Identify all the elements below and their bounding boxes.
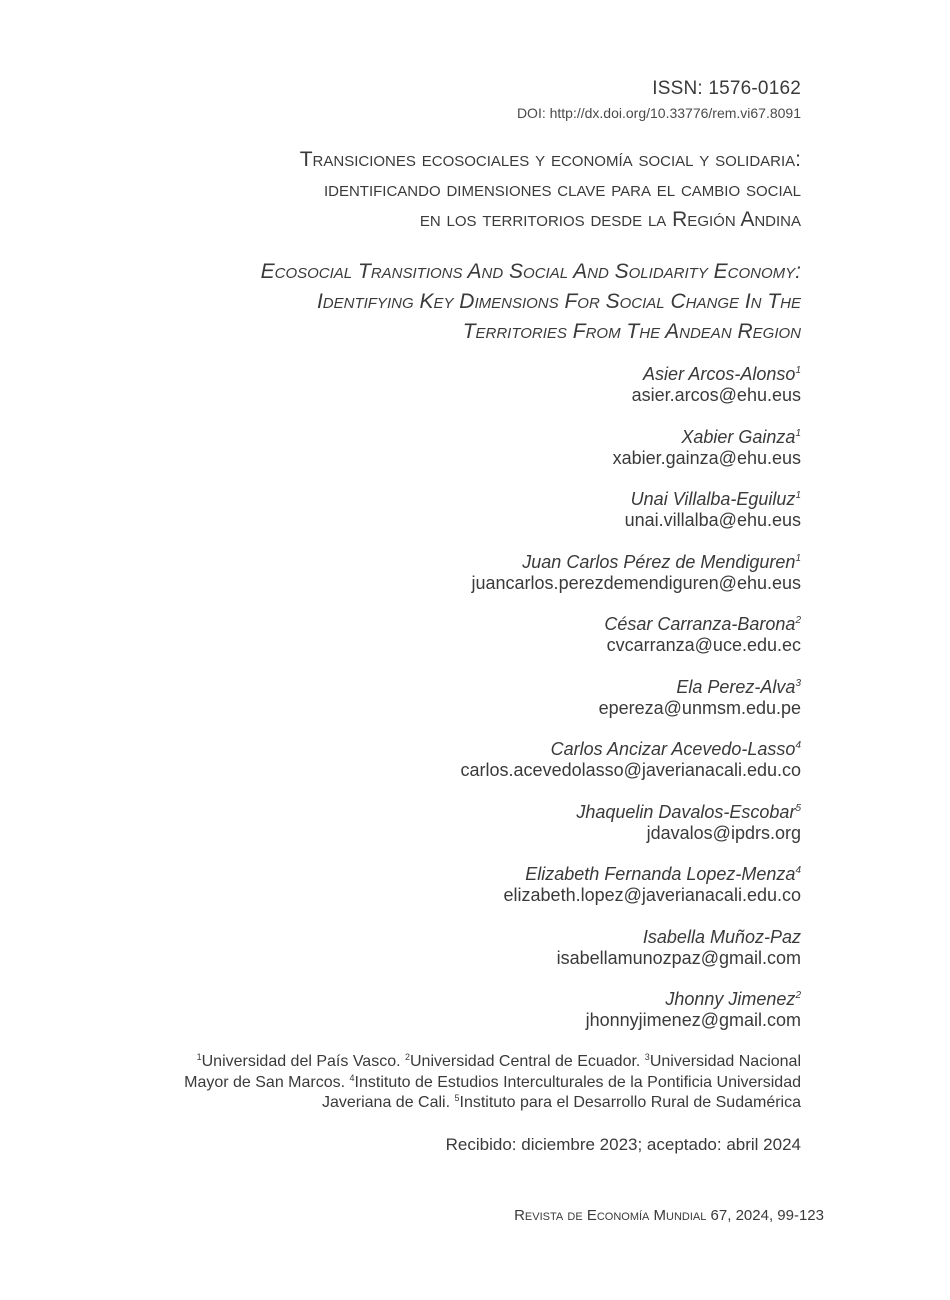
- author-block: [150, 989, 801, 1052]
- author-name-text: Unai Villalba-Eguiluz: [630, 489, 796, 509]
- author-name: [150, 802, 801, 823]
- affiliation-text: Universidad Central de Ecuador.: [410, 1053, 645, 1070]
- affiliation-marker: 1: [795, 427, 801, 439]
- author-email[interactable]: unai.villalba@ehu.eus: [624, 510, 801, 530]
- title-es-line: en los territorios desde la Región Andina: [419, 208, 801, 231]
- affiliations: [150, 1052, 801, 1114]
- affiliation-marker: 2: [795, 990, 801, 1001]
- author-name-text: Xabier Gainza: [681, 426, 796, 447]
- author-email[interactable]: juancarlos.perezdemendiguren@ehu.eus: [471, 572, 801, 593]
- author-name-text: Carlos Ancizar Acevedo-Lasso: [550, 739, 796, 759]
- affiliation-marker: 1: [795, 365, 801, 376]
- author-email[interactable]: elizabeth.lopez@javerianacali.edu.co: [503, 885, 801, 905]
- affiliation-text: Universidad del País Vasco.: [201, 1053, 405, 1070]
- author-name-text: Isabella Muñoz-Paz: [642, 926, 801, 947]
- journal-citation: 67, 2024, 99-123: [706, 1207, 824, 1224]
- author-name: [150, 864, 801, 885]
- affiliation-marker: 1: [795, 490, 801, 501]
- affiliation-text: Instituto de Estudios Interculturales de la Pontificia Universidad Javeriana de Cali.: [321, 1073, 801, 1111]
- affiliation-marker: 5: [795, 802, 801, 814]
- issn: ISSN: 1576-0162: [652, 78, 801, 99]
- author-block: [150, 364, 801, 427]
- author-email[interactable]: jdavalos@ipdrs.org: [646, 822, 801, 843]
- affiliation-number: 1: [196, 1052, 202, 1062]
- title-en-line: Ecosocial Transitions And Social And Solidarity Economy:: [260, 260, 801, 283]
- affiliation-marker: 4: [795, 740, 801, 751]
- affiliation-marker: 1: [795, 552, 801, 564]
- title-en-line: Identifying Key Dimensions For Social Change In The: [316, 290, 801, 313]
- title-en-line: Territories From The Andean Region: [462, 320, 801, 343]
- affiliation-number: 4: [349, 1072, 355, 1083]
- doi-link[interactable]: DOI: http://dx.doi.org/10.33776/rem.vi67.8091: [516, 105, 801, 121]
- author-email[interactable]: cvcarranza@uce.edu.ec: [606, 635, 801, 655]
- author-block: [150, 614, 801, 677]
- author-name-text: Ela Perez-Alva: [676, 676, 796, 697]
- author-email[interactable]: jhonnyjimenez@gmail.com: [585, 1010, 801, 1030]
- author-block: [150, 739, 801, 802]
- author-email[interactable]: xabier.gainza@ehu.eus: [612, 447, 801, 468]
- author-name: [150, 677, 801, 698]
- author-name: [150, 489, 801, 510]
- author-block: [150, 802, 801, 865]
- author-block: [150, 552, 801, 615]
- author-block: [150, 489, 801, 552]
- affiliation-marker: 2: [795, 615, 801, 626]
- title-spanish: [150, 145, 801, 235]
- author-name: [150, 364, 801, 385]
- title-english: [150, 257, 801, 347]
- author-name-text: César Carranza-Barona: [604, 614, 796, 634]
- author-name: [150, 552, 801, 573]
- author-name: [150, 739, 801, 760]
- affiliation-text: Instituto para el Desarrollo Rural de Sudamérica: [459, 1094, 801, 1111]
- author-list: [150, 364, 801, 1052]
- title-es-line: identificando dimensiones clave para el cambio social: [323, 178, 801, 201]
- affiliation-text: Universidad Nacional Mayor de San Marcos.: [184, 1053, 801, 1091]
- author-block: [150, 864, 801, 927]
- received-accepted-dates: Recibido: diciembre 2023; aceptado: abril 2024: [445, 1135, 801, 1154]
- author-name-text: Juan Carlos Pérez de Mendiguren: [522, 551, 796, 572]
- affiliation-number: 3: [644, 1052, 650, 1062]
- author-name: [150, 427, 801, 448]
- affiliation-marker: 3: [795, 677, 801, 689]
- author-block: [150, 427, 801, 490]
- affiliation-number: 2: [404, 1052, 410, 1062]
- author-name: [150, 989, 801, 1010]
- author-name-text: Jhonny Jimenez: [665, 989, 796, 1009]
- author-name-text: Asier Arcos-Alonso: [643, 364, 796, 384]
- author-block: [150, 677, 801, 740]
- title-es-line: Transiciones ecosociales y economía social y solidaria:: [299, 148, 801, 171]
- author-block: [150, 927, 801, 990]
- page-footer: [400, 1206, 824, 1226]
- author-email[interactable]: isabellamunozpaz@gmail.com: [556, 947, 801, 968]
- affiliation-number: 5: [454, 1093, 460, 1103]
- affiliation-marker: 4: [795, 865, 801, 876]
- author-name: [150, 614, 801, 635]
- author-email[interactable]: epereza@unmsm.edu.pe: [598, 697, 801, 718]
- author-email[interactable]: carlos.acevedolasso@javerianacali.edu.co: [460, 760, 801, 780]
- author-name-text: Jhaquelin Davalos-Escobar: [576, 801, 796, 822]
- journal-name: Revista de Economía Mundial: [514, 1207, 707, 1224]
- author-name-text: Elizabeth Fernanda Lopez-Menza: [525, 864, 796, 884]
- author-email[interactable]: asier.arcos@ehu.eus: [631, 385, 801, 405]
- author-name: [150, 927, 801, 948]
